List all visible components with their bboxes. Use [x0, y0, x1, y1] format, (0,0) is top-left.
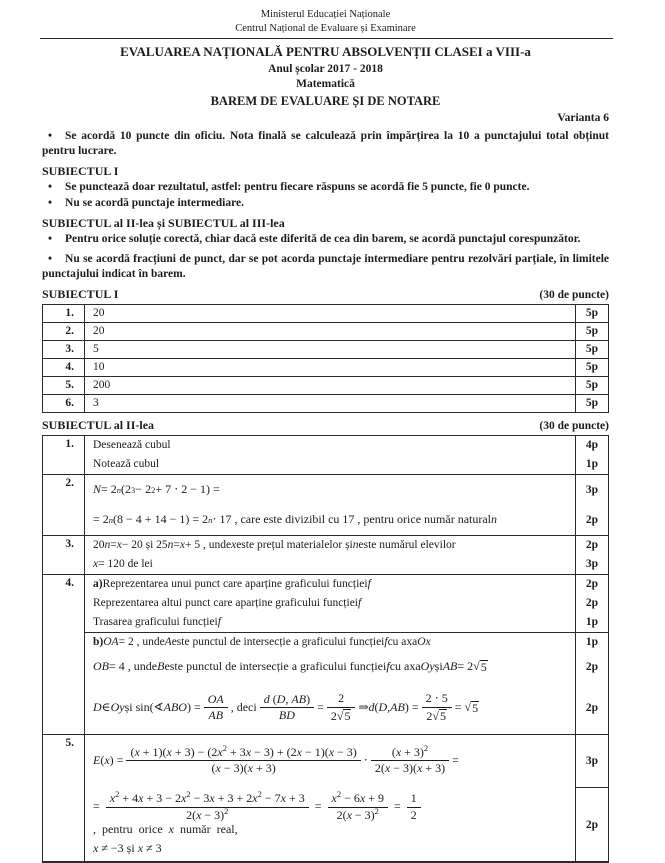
- intro-bullet-text: Se acordă 10 puncte din oficiu. Nota finală se calculează prin împărțirea la 10 a punctajului total obținut pentru lucrare.: [42, 130, 609, 158]
- subject1-table: [42, 304, 609, 413]
- formula-line: = 2 n (8 − 4 + 14 − 1) = 2 n ⋅ 17 , care este divizibil cu 17 , pentru orice număr natural n: [93, 512, 498, 527]
- subject1-heading: SUBIECTUL I: [42, 286, 119, 301]
- table-row: [43, 340, 608, 358]
- solution-line: [85, 633, 608, 652]
- row-number: 2.: [65, 476, 74, 489]
- header-rule: [40, 38, 613, 39]
- solution-line: [85, 436, 608, 455]
- solution-line: [85, 613, 608, 632]
- subject2-section-header: [42, 418, 609, 433]
- line-points: 3p: [575, 555, 608, 574]
- row-answer: 5: [84, 341, 575, 358]
- row-number: 1.: [65, 307, 74, 320]
- row-answer: 10: [84, 359, 575, 376]
- solution-line: [85, 787, 608, 862]
- row-number: 6.: [65, 397, 74, 410]
- subject1-points-total: (30 de puncte): [539, 288, 609, 301]
- subject1-rule-bullet: [42, 196, 609, 211]
- row-answer: 20: [84, 323, 575, 340]
- table-row: [43, 376, 608, 394]
- subject2-table: [42, 435, 609, 863]
- main-title: EVALUAREA NAȚIONALĂ PENTRU ABSOLVENȚII CLASEI a VIII-a: [120, 44, 531, 60]
- line-points: 2p: [575, 682, 608, 734]
- bullet-icon: •: [48, 233, 53, 246]
- solution-line: [85, 682, 608, 734]
- bullet-icon: •: [48, 181, 53, 194]
- subpoint-b-group: [85, 632, 608, 734]
- row-answer: 200: [84, 377, 575, 394]
- line-points: 2p: [575, 787, 608, 862]
- subject1-rules-heading: SUBIECTUL I: [42, 164, 119, 179]
- formula-line: b) OA = 2 , unde A este punctul de intersecție a graficului funcției f cu axa Ox: [93, 636, 431, 649]
- table-row: [43, 394, 608, 412]
- subject23-rule-bullet: [42, 232, 609, 247]
- table-row: [43, 305, 608, 322]
- row-number: 2.: [65, 325, 74, 338]
- row-number: 1.: [65, 437, 74, 450]
- formula-line: N = 2 n (2 3 − 2 2 + 7 ⋅ 2 − 1) =: [93, 482, 220, 497]
- line-points: 3p: [575, 475, 608, 505]
- barem-title: BAREM DE EVALUARE ȘI DE NOTARE: [210, 94, 441, 109]
- subject23-rule-text: Pentru orice soluție corectă, chiar dacă este diferită de cea din barem, se acordă punctajul corespunzător.: [65, 233, 581, 246]
- line-points: 2p: [575, 575, 608, 594]
- ministry-line: Ministerul Educației Naționale: [260, 9, 391, 20]
- solution-text: a) Reprezentarea unui punct care aparține graficului funcției f: [93, 578, 371, 591]
- subject2-heading: SUBIECTUL al II-lea: [42, 417, 155, 432]
- line-points: 2p: [575, 536, 608, 555]
- subject2-points-total: (30 de puncte): [539, 419, 609, 432]
- row-answer: 3: [84, 395, 575, 412]
- row-number: 4.: [65, 361, 74, 374]
- subject1-section-header: [42, 287, 609, 302]
- center-line: Centrul Național de Evaluare și Examinare: [235, 22, 416, 34]
- line-points: 2p: [575, 505, 608, 535]
- school-year: Anul școlar 2017 - 2018: [268, 63, 383, 76]
- solution-line: [85, 594, 608, 613]
- row-points: 5p: [575, 305, 608, 322]
- table-row: [43, 436, 608, 474]
- bullet-icon: •: [48, 252, 53, 265]
- bullet-icon: •: [48, 130, 53, 143]
- subpoint-a-group: [85, 575, 608, 632]
- row-number: 4.: [65, 576, 74, 589]
- row-answer: 20: [84, 305, 575, 322]
- solution-line: [85, 555, 608, 574]
- subject1-rule-text: Nu se acordă punctaje intermediare.: [65, 197, 244, 210]
- formula-line: 20 n = x − 20 și 25 n = x + 5 , unde x este prețul materialelor și n este numărul elevilor: [93, 539, 456, 552]
- subject23-rule-text: Nu se acordă fracțiuni de punct, dar se pot acorda punctaje intermediare pentru rezolvări parțiale, în limitele punctajului indicat în barem.: [42, 252, 609, 280]
- subject-name: Matematică: [296, 78, 355, 91]
- table-row: [43, 322, 608, 340]
- solution-line: [85, 652, 608, 682]
- row-points: 5p: [575, 323, 608, 340]
- solution-line: [85, 475, 608, 505]
- row-points: 5p: [575, 395, 608, 412]
- row-number: 3.: [65, 343, 74, 356]
- table-row: [43, 474, 608, 535]
- table-row: [43, 358, 608, 376]
- row-points: 5p: [575, 359, 608, 376]
- row-points: 5p: [575, 341, 608, 358]
- formula-line: x ≠ −3 și x ≠ 3: [93, 841, 162, 856]
- ministry-header: [42, 8, 609, 35]
- row-number: 3.: [65, 537, 74, 550]
- solution-text: Desenează cubul: [93, 439, 171, 452]
- line-points: 4p: [575, 436, 608, 455]
- solution-line: [85, 455, 608, 474]
- formula-line: E ( x ) = $\frac{(x + 1)(x + 3) - (2x^2 + 3x - 3) + (2x - 1)(x - 3)}{(x - 3)(x + 3)}$ ⋅ $\frac{(x + 3)^2}{2(x - 3)(x + 3)}$ =: [93, 742, 459, 776]
- row-number: 5.: [65, 379, 74, 392]
- solution-text: Trasarea graficului funcției f: [93, 616, 221, 629]
- formula-line: OB = 4 , unde B este punctul de intersecție a graficului funcției f cu axa Oy și AB = 2√ 5: [93, 659, 487, 674]
- solution-line: [85, 505, 608, 535]
- solution-line: [85, 575, 608, 594]
- subject23-rule-bullet: [42, 252, 609, 282]
- solution-text: Notează cubul: [93, 458, 160, 471]
- formula-line: x = 120 de lei: [93, 558, 153, 571]
- solution-line: [85, 735, 608, 787]
- subject23-rules-heading: SUBIECTUL al II-lea și SUBIECTUL al III-lea: [42, 216, 285, 231]
- line-points: 1p: [575, 613, 608, 632]
- formula-line: = $\frac{x^2 + 4x + 3 - 2x^2 - 3x + 3 + 2x^2 - 7x + 3}{2(x - 3)^2}$ = $\frac{x^2 - 6x + 9}{2(x - 3)^2}$ = $\frac{1}{2}$ , pentru orice x număr real,: [93, 790, 571, 840]
- row-points: 5p: [575, 377, 608, 394]
- line-points: 1p: [575, 633, 608, 652]
- line-points: 3p: [575, 735, 608, 787]
- line-points: 2p: [575, 594, 608, 613]
- table-row: [43, 535, 608, 574]
- line-points: 2p: [575, 652, 608, 682]
- row-number: 5.: [65, 736, 74, 749]
- table-row: [43, 574, 608, 734]
- intro-bullet: [42, 129, 609, 159]
- formula-block: [85, 787, 575, 862]
- subject1-rule-text: Se punctează doar rezultatul, astfel: pentru fiecare răspuns se acordă fie 5 puncte, fie 0 puncte.: [65, 181, 530, 194]
- subject1-rule-bullet: [42, 180, 609, 195]
- formula-line: D ∈ Oy și sin(∢ ABO ) = $\frac{OA}{AB}$ , deci $\frac{d (D, AB)}{BD}$ = $\frac{2}{2√5}$ ⇒ d ( D , AB ) = $\frac{2 \cdot 5}{2√5}$ = √ 5: [93, 691, 479, 723]
- solution-line: [85, 536, 608, 555]
- line-points: 1p: [575, 455, 608, 474]
- bullet-icon: •: [48, 197, 53, 210]
- variant-label: Varianta 6: [557, 112, 609, 125]
- table-row: [43, 734, 608, 862]
- solution-text: Reprezentarea altui punct care aparține graficului funcției f: [93, 597, 362, 610]
